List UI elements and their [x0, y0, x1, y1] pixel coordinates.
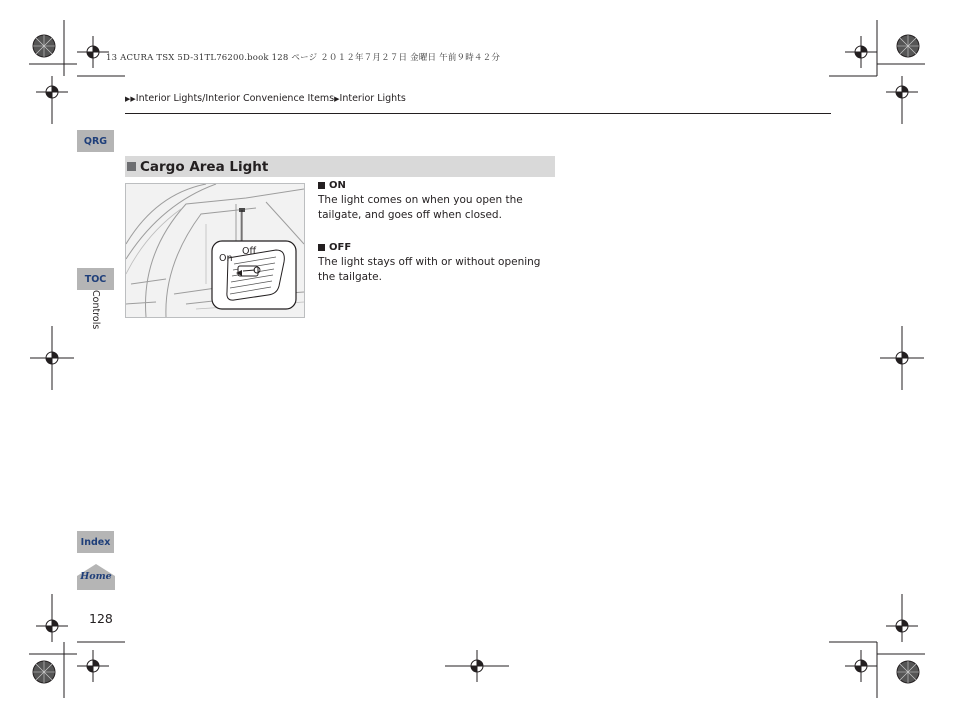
on-item [318, 180, 558, 223]
header-rule [125, 113, 831, 114]
switch-on-label: On [219, 253, 233, 264]
off-item [318, 242, 558, 285]
index-tab[interactable] [77, 531, 114, 553]
on-heading [318, 180, 558, 191]
off-heading-text: OFF [329, 242, 352, 253]
on-square-icon [318, 182, 325, 189]
breadcrumb [125, 93, 406, 104]
print-header: 13 ACURA TSX 5D-31TL76200.book 128 ページ ２０１２年７月２７日 金曜日 午前９時４２分 [106, 53, 501, 63]
off-square-icon [318, 244, 325, 251]
breadcrumb-arrow-icon: ▶▶ [125, 95, 136, 103]
off-description: The light stays off with or without opening the tailgate. [318, 256, 541, 283]
section-header [125, 156, 555, 177]
index-tab-label: Index [80, 536, 111, 548]
on-heading-text: ON [329, 180, 346, 191]
cargo-light-illustration [125, 183, 305, 318]
section-title: Cargo Area Light [140, 158, 269, 175]
home-button[interactable] [77, 564, 115, 590]
cargo-area-drawing [126, 184, 304, 317]
section-square-icon [127, 162, 136, 171]
page-number: 128 [89, 611, 113, 626]
breadcrumb-separator-icon: ▶ [334, 95, 340, 103]
toc-tab[interactable] [77, 268, 114, 290]
qrg-tab[interactable] [77, 130, 114, 152]
home-label: Home [80, 571, 112, 582]
on-description: The light comes on when you open the tailgate, and goes off when closed. [318, 194, 523, 221]
toc-tab-label: TOC [84, 273, 107, 285]
breadcrumb-current: Interior Lights [339, 93, 406, 104]
qrg-tab-label: QRG [83, 135, 108, 147]
switch-off-label: Off [242, 246, 257, 257]
breadcrumb-parent-link[interactable]: Interior Lights/Interior Convenience Items [135, 93, 335, 104]
off-heading [318, 242, 558, 253]
section-side-label [86, 290, 106, 340]
section-side-label-text: Controls [90, 290, 101, 330]
